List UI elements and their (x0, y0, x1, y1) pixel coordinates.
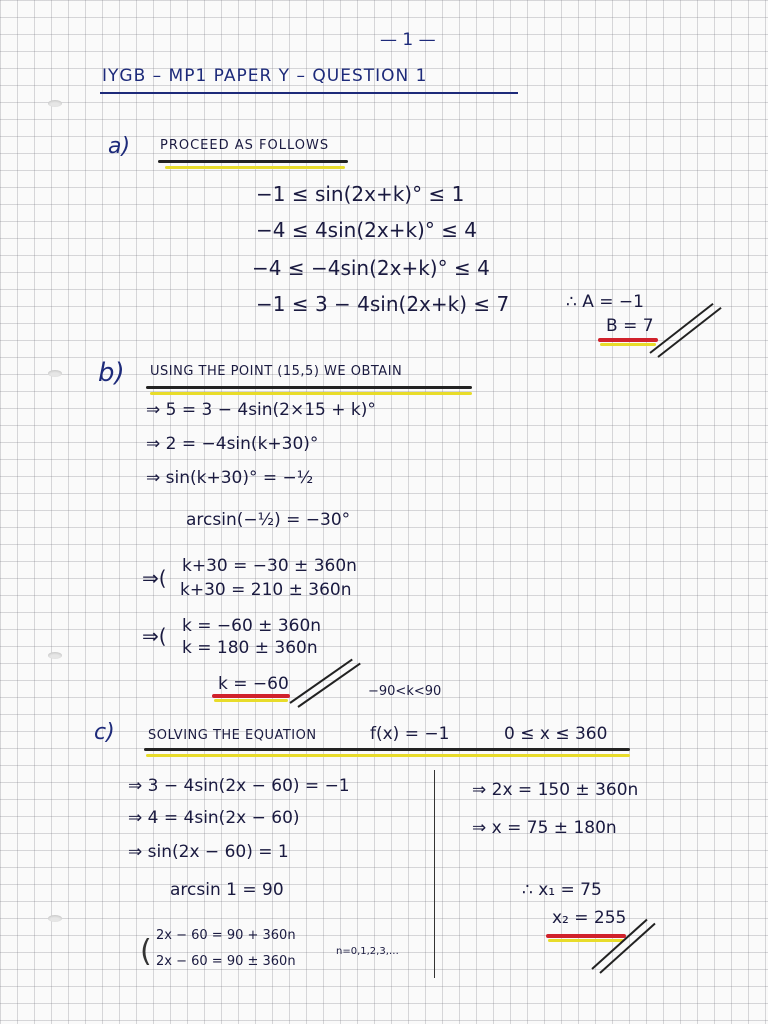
page-number: — 1 — (380, 30, 436, 50)
part-c-right-line-1: ⇒ 2x = 150 ± 360n (472, 780, 639, 800)
part-b-line-3: ⇒ sin(k+30)° = −½ (146, 468, 314, 488)
part-c-interval: 0 ≤ x ≤ 360 (504, 724, 608, 744)
heading-underline (158, 160, 348, 163)
answer-a: ∴ A = −1 (566, 292, 644, 312)
k-range: −90<k<90 (368, 684, 442, 699)
heading-underline (144, 748, 630, 751)
part-c-label: c) (94, 720, 115, 745)
heading-highlight (146, 754, 630, 757)
done-mark (649, 303, 713, 354)
part-c-left-line-2: ⇒ 4 = 4sin(2x − 60) (128, 808, 300, 828)
brace-arrow: ⇒( (142, 566, 167, 590)
answer-highlight (548, 939, 624, 942)
part-b-line-5: k+30 = −30 ± 360n (182, 556, 357, 576)
done-mark (289, 659, 352, 704)
column-divider (434, 770, 435, 978)
part-a-line-2: −4 ≤ 4sin(2x+k)° ≤ 4 (256, 218, 478, 242)
part-a-line-1: −1 ≤ sin(2x+k)° ≤ 1 (256, 182, 465, 206)
answer-highlight (214, 699, 288, 702)
punch-hole (48, 915, 62, 922)
part-a-line-3: −4 ≤ −4sin(2x+k)° ≤ 4 (252, 256, 490, 280)
part-b-line-7: k = −60 ± 360n (182, 616, 322, 636)
part-c-equation: f(x) = −1 (370, 724, 450, 744)
part-c-left-line-5: 2x − 60 = 90 + 360n (156, 928, 296, 943)
done-mark (657, 307, 721, 358)
part-c-right-line-2: ⇒ x = 75 ± 180n (472, 818, 617, 838)
answer-k: k = −60 (218, 674, 289, 694)
done-mark (297, 663, 360, 708)
answer-x2: x₂ = 255 (552, 908, 627, 928)
heading-underline (146, 386, 472, 389)
n-values: n=0,1,2,3,… (336, 946, 399, 957)
part-a-label: a) (108, 134, 131, 159)
punch-hole (48, 100, 62, 107)
heading-highlight (165, 166, 345, 169)
punch-hole (48, 652, 62, 659)
part-b-line-1: ⇒ 5 = 3 − 4sin(2×15 + k)° (146, 400, 376, 420)
part-c-left-line-3: ⇒ sin(2x − 60) = 1 (128, 842, 289, 862)
page-title: IYGB – MP1 PAPER Y – QUESTION 1 (102, 66, 428, 86)
done-mark (599, 923, 655, 974)
part-c-left-line-6: 2x − 60 = 90 ± 360n (156, 954, 296, 969)
answer-highlight (546, 934, 626, 938)
answer-b: B = 7 (606, 316, 654, 336)
title-underline (100, 92, 518, 94)
part-b-line-6: k+30 = 210 ± 360n (180, 580, 352, 600)
brace: ( (140, 934, 152, 969)
part-b-heading: USING THE POINT (15,5) WE OBTAIN (150, 364, 403, 379)
part-b-line-8: k = 180 ± 360n (182, 638, 318, 658)
part-c-left-line-4: arcsin 1 = 90 (170, 880, 284, 900)
heading-highlight (150, 392, 472, 395)
answer-highlight (212, 694, 290, 698)
part-c-left-line-1: ⇒ 3 − 4sin(2x − 60) = −1 (128, 776, 350, 796)
part-a-line-4: −1 ≤ 3 − 4sin(2x+k) ≤ 7 (256, 292, 510, 316)
part-b-line-4: arcsin(−½) = −30° (186, 510, 351, 530)
brace-arrow: ⇒( (142, 624, 167, 648)
punch-hole (48, 370, 62, 377)
part-c-heading: SOLVING THE EQUATION (148, 728, 317, 743)
part-b-line-2: ⇒ 2 = −4sin(k+30)° (146, 434, 319, 454)
answer-x1: ∴ x₁ = 75 (522, 880, 602, 900)
answer-highlight (598, 338, 658, 342)
part-a-heading: PROCEED AS FOLLOWS (160, 138, 330, 153)
part-b-label: b) (98, 358, 125, 388)
answer-highlight (600, 343, 656, 346)
